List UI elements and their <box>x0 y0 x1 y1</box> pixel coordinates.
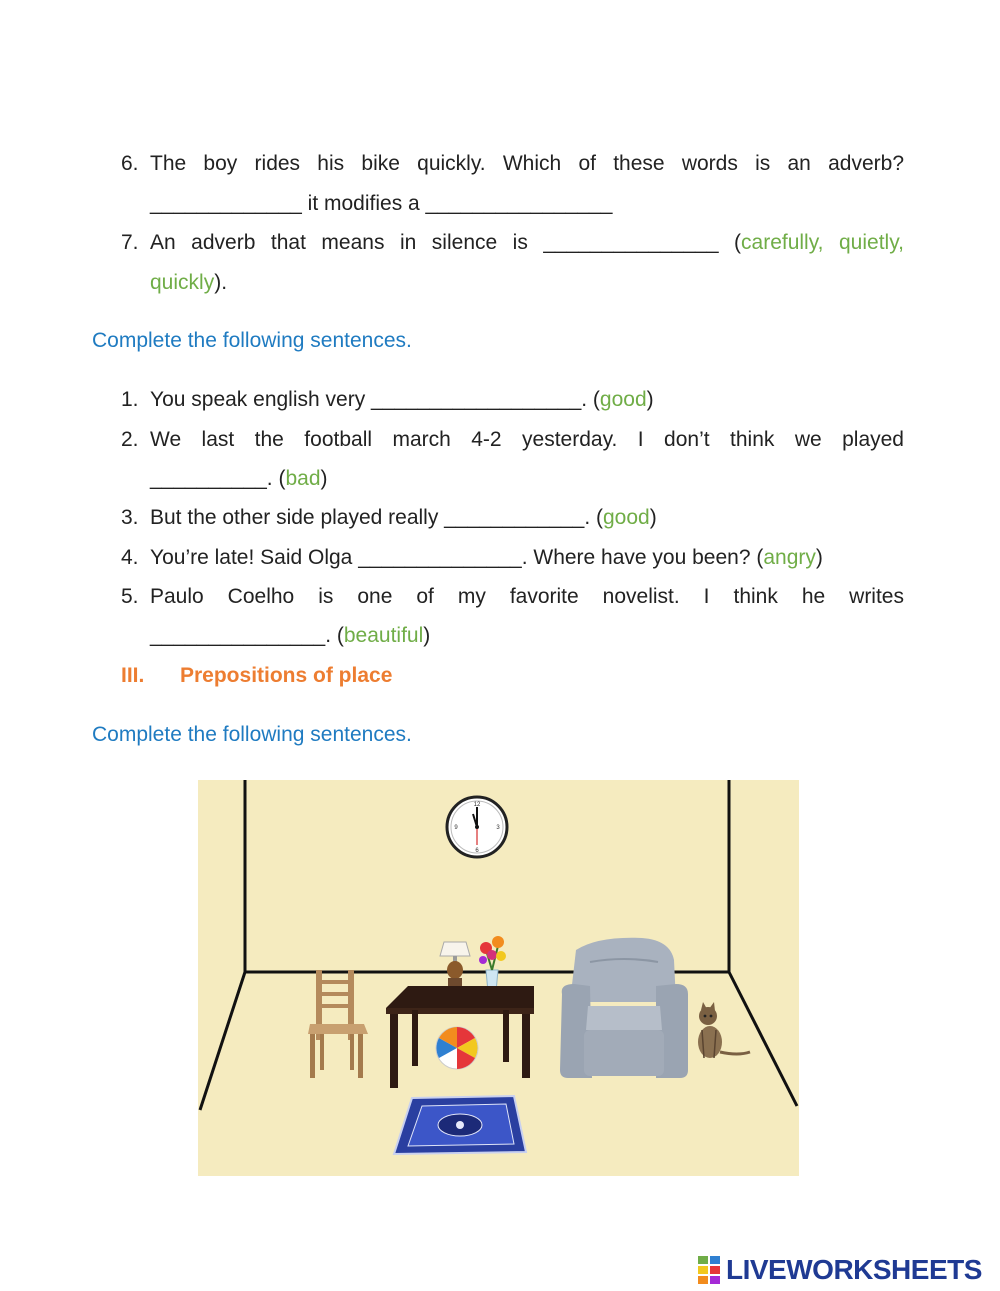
item-4-text: You’re late! Said Olga ______________. Where have you been? ( <box>150 546 764 569</box>
item-3-text: But the other side played really ____________. ( <box>150 506 603 529</box>
question-7-end: ). <box>214 271 228 294</box>
section-3-title: Prepositions of place <box>180 664 393 687</box>
item-1-line <box>150 388 904 412</box>
item-3-hint: good <box>603 506 650 529</box>
room-illustration <box>198 780 799 1176</box>
item-4-number: 4. <box>121 546 139 569</box>
question-7-text: An adverb that means in silence is _______________ ( <box>150 231 742 254</box>
item-4-end: ) <box>815 546 823 569</box>
logo-blocks-icon <box>698 1256 722 1284</box>
liveworksheets-logo <box>698 1254 982 1286</box>
question-7-option-quickly: quickly <box>150 271 215 294</box>
item-1-end: ) <box>646 388 654 411</box>
item-1-text: You speak english very __________________. ( <box>150 388 600 411</box>
item-5-hint: beautiful <box>343 624 424 647</box>
item-4-line <box>150 546 904 570</box>
item-3-end: ) <box>649 506 657 529</box>
svg-text:3: 3 <box>496 825 500 831</box>
item-2-line-2 <box>150 467 904 491</box>
item-2-number: 2. <box>121 428 139 451</box>
item-1-number: 1. <box>121 388 139 411</box>
armchair-icon <box>560 938 688 1078</box>
item-2-end: ) <box>320 467 328 490</box>
item-2-line-1: We last the football march 4-2 yesterday. I don’t think we played <box>150 428 904 451</box>
svg-text:9: 9 <box>454 825 458 831</box>
item-5-line-2 <box>150 624 904 648</box>
ball-icon <box>436 1027 478 1069</box>
item-5-line-1: Paulo Coelho is one of my favorite novelist. I think he writes <box>150 585 904 608</box>
item-5-end: ) <box>423 624 431 647</box>
question-7-number: 7. <box>121 231 139 254</box>
item-4-hint: angry <box>763 546 816 569</box>
question-7-line-2 <box>150 271 904 295</box>
item-3-number: 3. <box>121 506 139 529</box>
svg-text:6: 6 <box>475 848 479 854</box>
question-6-line-2: _____________ it modifies a ________________ <box>150 192 613 215</box>
clock-icon <box>447 797 507 857</box>
logo-text: LIVEWORKSHEETS <box>726 1254 982 1285</box>
item-2-hint: bad <box>285 467 321 490</box>
question-6-line-1: The boy rides his bike quickly. Which of these words is an adverb? <box>150 152 904 175</box>
item-5-text: _______________. ( <box>150 624 344 647</box>
instruction-complete-sentences-2: Complete the following sentences. <box>92 723 412 746</box>
instruction-complete-sentences-1: Complete the following sentences. <box>92 329 412 352</box>
item-5-number: 5. <box>121 585 139 608</box>
rug-icon <box>394 1096 526 1154</box>
question-7-options: carefully, quietly, <box>741 231 904 254</box>
svg-text:12: 12 <box>473 802 481 808</box>
question-7-line-1 <box>150 231 904 255</box>
item-1-hint: good <box>599 388 647 411</box>
item-2-text: __________. ( <box>150 467 286 490</box>
question-6-number: 6. <box>121 152 139 175</box>
section-3-numeral: III. <box>121 664 145 687</box>
item-3-line <box>150 506 904 530</box>
